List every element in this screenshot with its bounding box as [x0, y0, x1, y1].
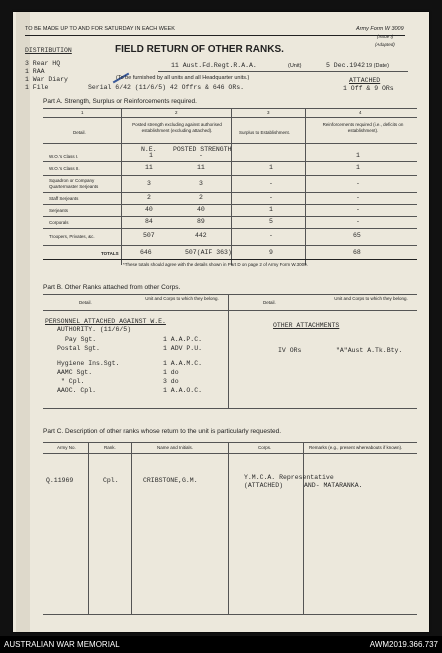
b-left-unit-pay: 1 A.A.P.C.	[163, 336, 203, 343]
part-b-top-rule	[43, 294, 417, 295]
top-note: TO BE MADE UP TO AND FOR SATURDAY IN EACH WEEK	[25, 26, 175, 32]
b-left-unit-postal: 1 ADV P.U.	[163, 345, 203, 352]
part-c-col-sep-2	[131, 442, 132, 614]
army-form-label: Army Form W 3009	[356, 26, 404, 32]
b-left-title: PERSONNEL ATTACHED AGAINST W.E.	[45, 318, 166, 325]
furnish-note: (To be furnished by all units and all Headquarter units.)	[116, 75, 250, 81]
attached-detail: 1 Off & 9 ORs	[343, 85, 394, 92]
top-rule	[25, 35, 405, 36]
b-hdr-detail-left: Detail.	[79, 300, 92, 305]
b-left-detail-aaoc: AAOC. Cpl.	[57, 387, 97, 394]
row-posted-cpl: 89	[197, 218, 205, 225]
totals-label: TOTALS	[101, 251, 119, 256]
b-left-unit-aamc-cpl: 3 do	[163, 378, 179, 385]
attached-label: ATTACHED	[349, 77, 381, 84]
col-num-rule	[43, 117, 417, 118]
row-rule	[43, 216, 417, 217]
unit-value: 11 Aust.Fd.Regt.R.A.A.	[171, 62, 257, 69]
part-c-header-rule	[43, 453, 417, 454]
totals-surplus: 9	[269, 249, 273, 256]
b-hdr-unit-left: Unit and Corps to which they belong.	[145, 296, 219, 301]
c-row-corps: Y.M.C.A. Representative	[244, 474, 334, 481]
serial-line: Serial 6/42 (11/6/5) 42 Offrs & 646 ORs.	[88, 84, 245, 91]
row-posted-wo2: 11	[197, 164, 205, 171]
b-right-unit-0: "A"Aust A.Tk.Bty.	[336, 347, 403, 354]
row-reinf-cpl: -	[356, 218, 360, 225]
col-num-3: 3	[267, 110, 270, 115]
row-reinf-cqms: -	[356, 180, 360, 187]
part-b-header-rule	[43, 310, 417, 311]
b-right-title: OTHER ATTACHMENTS	[273, 322, 340, 329]
part-c-col-sep-1	[88, 442, 89, 614]
part-c-col-sep-3	[228, 442, 229, 614]
footer-accession: AWM2019.366.737	[369, 640, 438, 649]
c-row-corps-2: (ATTACHED)	[244, 482, 284, 489]
part-a-col-sep-2	[231, 108, 232, 265]
c-hdr-name: Name and Initials.	[157, 445, 194, 450]
part-a-top-rule	[43, 108, 417, 109]
col-num-4: 4	[359, 110, 362, 115]
row-rule	[43, 228, 417, 229]
dist-line-2: 1 RAA	[25, 68, 45, 75]
row-reinf-sgt: -	[356, 206, 360, 213]
dist-line-4: 1 File	[25, 84, 49, 91]
b-left-title-2: AUTHORITY. (11/6/5)	[57, 326, 132, 333]
b-left-unit-aamc-sgt: 1 do	[163, 369, 179, 376]
row-detail-sgt: Serjeants	[49, 208, 69, 213]
part-c-col-sep-4	[303, 442, 304, 614]
sub-header-ne: N.E.	[141, 146, 157, 153]
row-rule	[43, 245, 417, 246]
row-posted-wo1: -	[199, 152, 203, 159]
col-num-1: 1	[81, 110, 84, 115]
b-left-detail-postal: Postal Sgt.	[57, 345, 100, 352]
hdr-surplus: Surplus to Establishment.	[239, 130, 291, 135]
row-detail-wo2: W.O.'s Class II.	[49, 166, 80, 171]
army-form-issue: (Issue I)	[377, 34, 394, 39]
b-left-detail-hygiene: Hygiene Ins.Sgt.	[57, 360, 120, 367]
row-posted-sgt: 40	[197, 206, 205, 213]
totals-ne: 646	[140, 249, 152, 256]
b-hdr-unit-right: Unit and Corps to which they belong.	[334, 296, 408, 301]
date-label: 19 (Date)	[366, 63, 389, 69]
row-surplus-ssgt: -	[269, 194, 273, 201]
row-surplus-cpl: 5	[269, 218, 273, 225]
part-a-col-sep-1	[121, 108, 122, 265]
part-b-bottom-rule	[43, 408, 417, 409]
row-posted-ptes: 442	[195, 232, 207, 239]
c-hdr-remarks: Remarks (e.g., present whereabouts if known).	[309, 445, 403, 450]
row-reinf-wo1: 1	[356, 152, 360, 159]
row-detail-cpl: Corporals	[49, 220, 69, 225]
c-row-remarks: AND- MATARANKA.	[304, 482, 363, 489]
part-b-center-sep	[228, 294, 229, 408]
header-rule	[43, 143, 417, 144]
row-ne-cqms: 3	[147, 180, 151, 187]
part-c-top-rule	[43, 442, 417, 443]
b-left-unit-hygiene: 1 A.A.M.C.	[163, 360, 203, 367]
b-left-unit-aaoc: 1 A.A.O.C.	[163, 387, 203, 394]
hdr-detail: Detail.	[73, 130, 86, 135]
sub-header-posted: POSTED STRENGTH	[173, 146, 232, 153]
date-value: 5 Dec.1942	[326, 62, 366, 69]
row-reinf-ssgt: -	[356, 194, 360, 201]
row-rule	[43, 204, 417, 205]
row-ne-wo2: 11	[145, 164, 153, 171]
row-ne-ptes: 507	[143, 232, 155, 239]
part-a-col-sep-3	[305, 108, 306, 265]
c-hdr-corps: Corps.	[258, 445, 272, 450]
row-detail-wo1: W.O.'s Class I.	[49, 154, 79, 159]
col-num-2: 2	[175, 110, 178, 115]
row-ne-sgt: 40	[145, 206, 153, 213]
b-left-detail-aamc-cpl: " Cpl.	[61, 378, 85, 385]
row-surplus-ptes: -	[269, 232, 273, 239]
army-form-adapted: (Adapted)	[375, 42, 395, 47]
part-c-title: Part C. Description of other ranks whose return to the unit is particularly requested.	[43, 428, 282, 435]
row-ne-cpl: 84	[145, 218, 153, 225]
dist-line-3: 1 War Diary	[25, 76, 68, 83]
b-right-detail-0: IV ORs	[278, 347, 302, 354]
row-rule	[43, 175, 417, 176]
unit-label: (Unit)	[288, 63, 302, 69]
form-title: FIELD RETURN OF OTHER RANKS.	[115, 44, 284, 55]
hdr-reinf: Reinforcements required (i.e., deficits on establishment).	[322, 122, 404, 133]
part-a-title: Part A. Strength, Surplus or Reinforcements required.	[43, 98, 197, 105]
dist-line-1: 3 Rear HQ	[25, 60, 61, 67]
row-surplus-cqms: -	[269, 180, 273, 187]
c-row-army-no: Q.11969	[46, 477, 74, 484]
c-row-name: CRIBSTONE,G.M.	[143, 477, 198, 484]
c-hdr-army-no: Army No.	[57, 445, 76, 450]
b-left-detail-pay: Pay Sgt.	[65, 336, 97, 343]
totals-reinf: 68	[353, 249, 361, 256]
row-rule	[43, 161, 417, 162]
row-rule	[43, 192, 417, 193]
row-detail-ptes: Troopers, Privates, &c.	[49, 234, 95, 239]
row-detail-cqms: Squadron or Company Quartermaster Serjeants	[49, 178, 99, 189]
part-b-title: Part B. Other Ranks attached from other Corps.	[43, 284, 181, 291]
distribution-label: DISTRIBUTION	[25, 47, 72, 54]
row-posted-ssgt: 2	[199, 194, 203, 201]
row-reinf-wo2: 1	[356, 164, 360, 171]
part-a-footnote: *These totals should agree with the details shown in Part D on page 2 of Army Form W.3009.	[123, 262, 308, 267]
row-ne-ssgt: 2	[147, 194, 151, 201]
document-page	[13, 12, 429, 632]
row-ne-wo1: 1	[149, 152, 153, 159]
row-surplus-wo2: 1	[269, 164, 273, 171]
row-detail-ssgt: Staff Serjeants	[49, 196, 79, 201]
row-reinf-ptes: 65	[353, 232, 361, 239]
row-surplus-sgt: 1	[269, 206, 273, 213]
b-hdr-detail-right: Detail.	[263, 300, 276, 305]
c-hdr-rank: Rank.	[104, 445, 116, 450]
row-posted-cqms: 3	[199, 180, 203, 187]
part-c-bottom-rule	[43, 614, 417, 615]
c-row-rank: Cpl.	[103, 477, 119, 484]
unit-rule	[158, 71, 408, 72]
b-left-detail-aamc-sgt: AAMC Sgt.	[57, 369, 93, 376]
footer-source: AUSTRALIAN WAR MEMORIAL	[4, 640, 120, 649]
tape-strip	[16, 12, 30, 632]
totals-posted: 507(AIF 363)	[185, 249, 232, 256]
archive-footer	[0, 636, 442, 653]
hdr-posted: Posted strength excluding against authorised establishment (excluding attached).	[132, 122, 222, 133]
totals-rule	[43, 259, 417, 260]
